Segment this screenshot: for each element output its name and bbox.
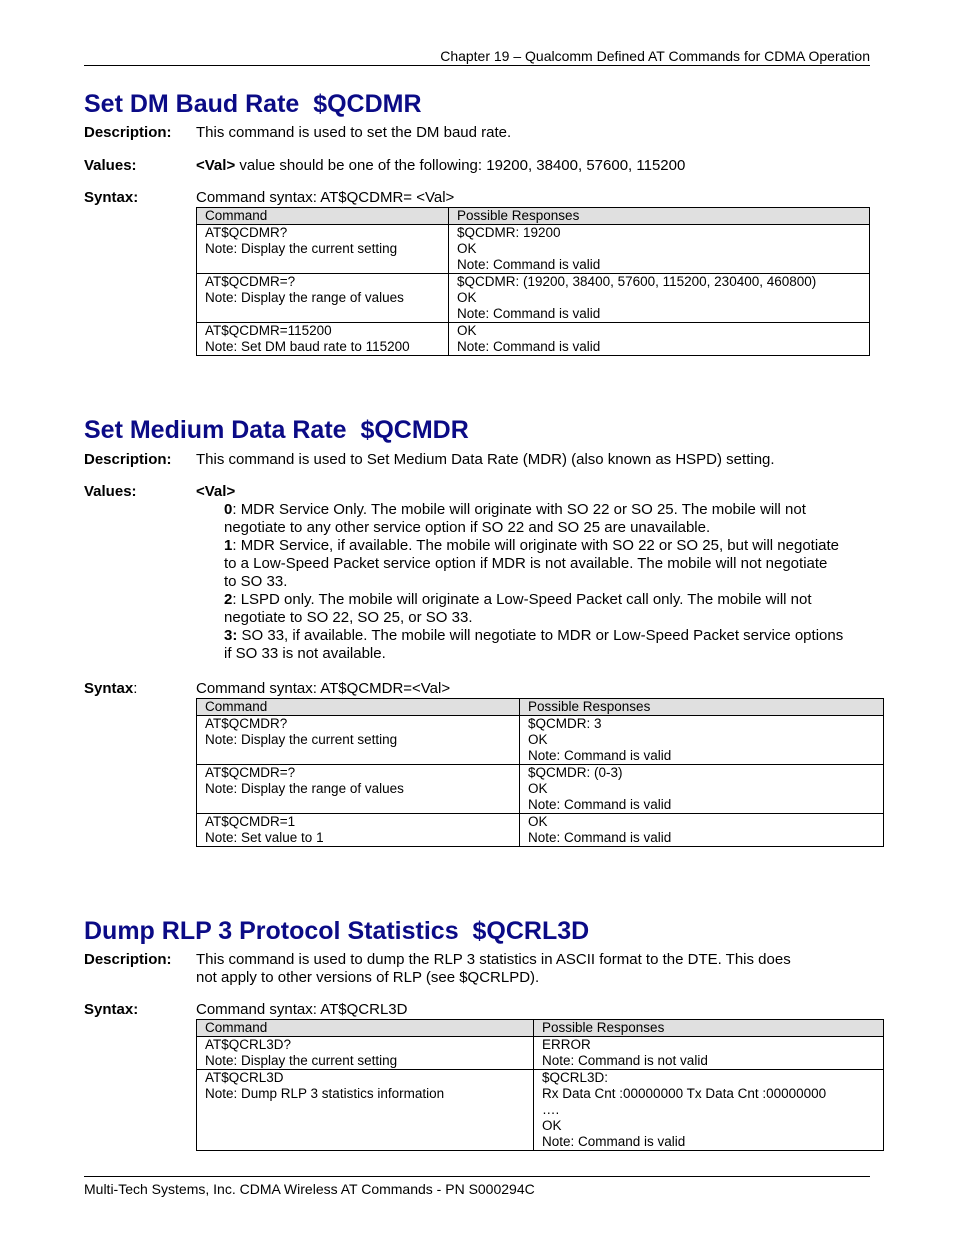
command-note: Note: Dump RLP 3 statistics information xyxy=(205,1086,445,1101)
col-header-command: Command xyxy=(197,1020,534,1037)
command-line: AT$QCMDR? xyxy=(205,716,288,731)
table-row xyxy=(197,765,884,814)
value-number: 1 xyxy=(224,537,233,554)
command-table-qcdmr xyxy=(196,207,870,356)
response-line: $QCMDR: (0-3) xyxy=(528,765,623,780)
response-cell xyxy=(449,225,870,274)
syntax-text: Command syntax: AT$QCRL3D xyxy=(196,1001,408,1018)
command-line: AT$QCRL3D xyxy=(205,1070,284,1085)
section-title-qcmdr: Set Medium Data Rate $QCMDR xyxy=(84,416,469,444)
col-header-command: Command xyxy=(197,208,449,225)
value-number: 2 xyxy=(224,591,233,608)
response-note: Note: Command is valid xyxy=(528,797,672,812)
values-head xyxy=(196,483,235,501)
values-label: Values: xyxy=(84,483,137,500)
response-line: OK xyxy=(542,1118,562,1133)
command-line: AT$QCRL3D? xyxy=(205,1037,292,1052)
response-cell xyxy=(534,1070,884,1151)
response-note: Note: Command is valid xyxy=(528,830,672,845)
command-cell xyxy=(197,765,520,814)
values-text xyxy=(196,157,685,175)
table-row xyxy=(197,274,870,323)
command-cell xyxy=(197,323,449,356)
description-text: This command is used to Set Medium Data Rate (MDR) (also known as HSPD) setting. xyxy=(196,451,775,468)
section-title-qcrl3d: Dump RLP 3 Protocol Statistics $QCRL3D xyxy=(84,917,590,945)
syntax-text: Command syntax: AT$QCMDR=<Val> xyxy=(196,680,451,697)
command-cell xyxy=(197,274,449,323)
response-line: OK xyxy=(457,290,477,305)
value-description: LSPD only. The mobile will originate a Low-Speed Packet call only. The mobile will not negotiate to SO 22, SO 25, or SO 33. xyxy=(224,591,812,626)
table-row xyxy=(197,814,884,847)
response-note: Note: Command is valid xyxy=(457,339,601,354)
response-cell xyxy=(520,765,884,814)
value-item: 0: MDR Service Only. The mobile will originate with SO 22 or SO 25. The mobile will not negotiate to any other service option if SO 22 and SO 25 are unavailable. xyxy=(224,501,806,536)
command-line: AT$QCMDR=1 xyxy=(205,814,296,829)
value-number: 0 xyxy=(224,501,233,518)
values-label: Values: xyxy=(84,157,137,174)
command-note: Note: Display the current setting xyxy=(205,241,398,256)
page-footer: Multi-Tech Systems, Inc. CDMA Wireless AT Commands - PN S000294C xyxy=(84,1176,870,1197)
command-line: AT$QCMDR=? xyxy=(205,765,296,780)
value-description: MDR Service, if available. The mobile will originate with SO 22 or SO 25, but will negotiate to a Low-Speed Packet service option if MDR is not available. The mobile will not negotiate to SO 33. xyxy=(224,537,840,590)
response-line: …. xyxy=(542,1102,560,1117)
command-cell xyxy=(197,1070,534,1151)
table-row xyxy=(197,1070,884,1151)
response-note: Note: Command is valid xyxy=(528,748,672,763)
response-cell xyxy=(449,274,870,323)
response-line: $QCDMR: (19200, 38400, 57600, 115200, 230400, 460800) xyxy=(457,274,817,289)
response-note: Note: Command is valid xyxy=(457,257,601,272)
description-text: This command is used to set the DM baud rate. xyxy=(196,124,512,141)
description-label: Description: xyxy=(84,451,172,468)
response-line: OK xyxy=(457,241,477,256)
response-line: ERROR xyxy=(542,1037,591,1052)
description-label: Description: xyxy=(84,124,172,141)
response-note: Note: Command is not valid xyxy=(542,1053,708,1068)
page-header: Chapter 19 – Qualcomm Defined AT Commands for CDMA Operation xyxy=(84,47,870,66)
command-cell xyxy=(197,225,449,274)
description-line: This command is used to dump the RLP 3 statistics in ASCII format to the DTE. This does xyxy=(196,951,791,968)
col-header-responses: Possible Responses xyxy=(520,699,884,716)
table-header-row xyxy=(197,699,884,716)
response-note: Note: Command is valid xyxy=(457,306,601,321)
response-cell xyxy=(520,814,884,847)
command-note: Note: Display the current setting xyxy=(205,1053,398,1068)
response-line: OK xyxy=(528,732,548,747)
response-line: OK xyxy=(528,781,548,796)
val-param: <Val> xyxy=(196,157,236,174)
description-line: not apply to other versions of RLP (see $QCRLPD). xyxy=(196,969,540,986)
command-cell xyxy=(197,1037,534,1070)
description-text xyxy=(196,951,791,987)
value-description: SO 33, if available. The mobile will negotiate to MDR or Low-Speed Packet service options if SO 33 is not available. xyxy=(224,627,844,662)
value-item: 2: LSPD only. The mobile will originate a Low-Speed Packet call only. The mobile will not negotiate to SO 22, SO 25, or SO 33. xyxy=(224,591,812,626)
syntax-label: Syntax: xyxy=(84,189,139,206)
command-cell xyxy=(197,814,520,847)
val-param: <Val> xyxy=(196,483,236,500)
command-note: Note: Display the range of values xyxy=(205,781,404,796)
value-description: MDR Service Only. The mobile will originate with SO 22 or SO 25. The mobile will not negotiate to any other service option if SO 22 and SO 25 are unavailable. xyxy=(224,501,806,536)
values-rest: value should be one of the following: 19200, 38400, 57600, 115200 xyxy=(235,157,686,174)
table-row xyxy=(197,225,870,274)
value-item xyxy=(224,627,844,663)
command-note: Note: Set value to 1 xyxy=(205,830,324,845)
section-title-qcdmr: Set DM Baud Rate $QCDMR xyxy=(84,90,422,118)
table-row xyxy=(197,716,884,765)
response-note: Note: Command is valid xyxy=(542,1134,686,1149)
command-line: AT$QCDMR? xyxy=(205,225,288,240)
command-table-qcmdr xyxy=(196,698,884,847)
command-note: Note: Set DM baud rate to 115200 xyxy=(205,339,410,354)
table-row xyxy=(197,1037,884,1070)
command-line: AT$QCDMR=115200 xyxy=(205,323,332,338)
command-note: Note: Display the current setting xyxy=(205,732,398,747)
command-note: Note: Display the range of values xyxy=(205,290,404,305)
response-line: $QCMDR: 3 xyxy=(528,716,602,731)
command-table-qcrl3d xyxy=(196,1019,884,1151)
table-header-row xyxy=(197,208,870,225)
syntax-label: Syntax: xyxy=(84,680,138,697)
description-label: Description: xyxy=(84,951,172,968)
response-line: OK xyxy=(457,323,477,338)
col-header-command: Command xyxy=(197,699,520,716)
response-line: $QCRL3D: xyxy=(542,1070,609,1085)
table-header-row xyxy=(197,1020,884,1037)
response-cell xyxy=(520,716,884,765)
response-line: Rx Data Cnt :00000000 Tx Data Cnt :00000000 xyxy=(542,1086,827,1101)
values-list xyxy=(224,501,844,663)
syntax-label: Syntax: xyxy=(84,1001,139,1018)
response-line: OK xyxy=(528,814,548,829)
response-cell xyxy=(534,1037,884,1070)
col-header-responses: Possible Responses xyxy=(449,208,870,225)
value-item: 1: MDR Service, if available. The mobile will originate with SO 22 or SO 25, but will negotiate to a Low-Speed Packet service option if MDR is not available. The mobile will not negotiate to SO 33. xyxy=(224,537,840,590)
value-number: 3: xyxy=(224,627,238,644)
table-row xyxy=(197,323,870,356)
response-cell xyxy=(449,323,870,356)
response-line: $QCDMR: 19200 xyxy=(457,225,561,240)
command-line: AT$QCDMR=? xyxy=(205,274,296,289)
col-header-responses: Possible Responses xyxy=(534,1020,884,1037)
command-cell xyxy=(197,716,520,765)
syntax-text: Command syntax: AT$QCDMR= <Val> xyxy=(196,189,455,206)
